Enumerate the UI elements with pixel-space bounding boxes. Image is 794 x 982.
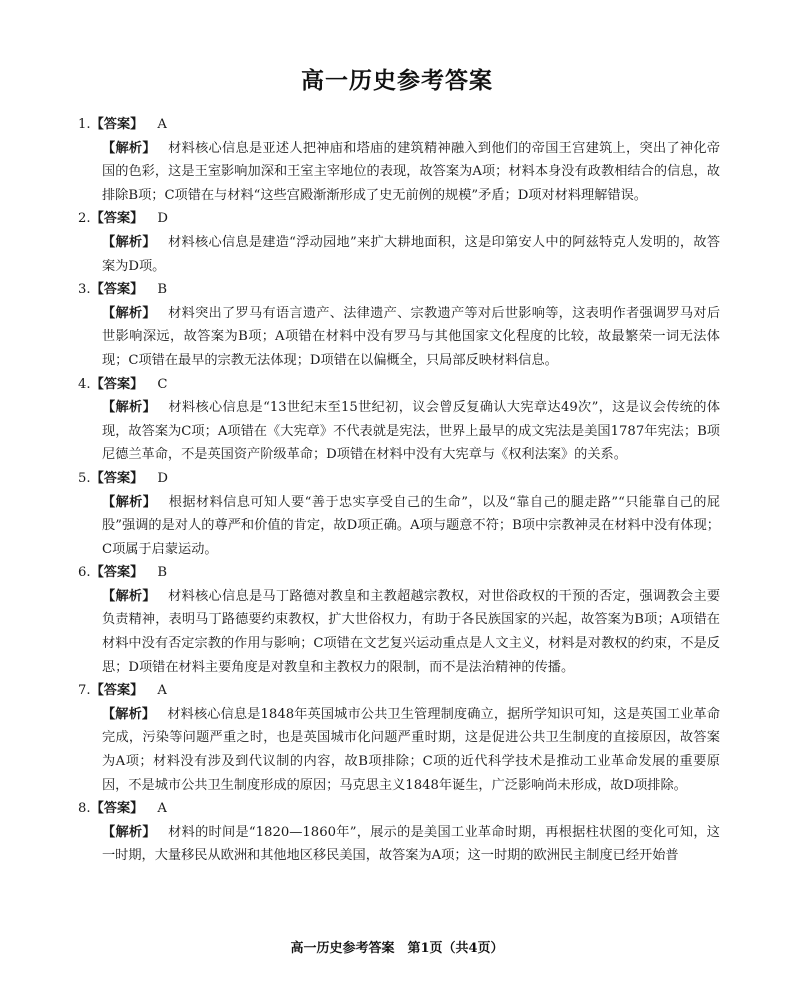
- question-number: 3.: [78, 282, 91, 298]
- answer-tag: 【答案】: [90, 801, 144, 817]
- analysis-tag: 【解析】: [102, 706, 156, 722]
- answer-line: [78, 797, 720, 821]
- question-2: [78, 207, 720, 278]
- answer-line: [78, 561, 720, 585]
- page-title: 高一历史参考答案: [301, 67, 493, 94]
- analysis-text: 材料核心信息是建造“浮动园地”来扩大耕地面积，这是印第安人中的阿兹特克人发明的，故答案为D项。: [102, 234, 721, 274]
- answer-line: [78, 373, 720, 397]
- page-footer: 高一历史参考答案 第1页（共4页）: [290, 941, 504, 956]
- analysis-paragraph: [78, 585, 720, 679]
- answer-tag: 【答案】: [90, 117, 144, 132]
- question-number: 4.: [78, 376, 91, 392]
- analysis-text: 材料突出了罗马有语言遗产、法律遗产、宗教遗产等对后世影响等，这表明作者强调罗马对后世影响深远，故答案为B项；A项错在材料中没有罗马与其他国家文化程度的比较，故最繁荣一词无法体现；C项错在最早的宗教无法体现；D项错在以偏概全，只局部反映材料信息。: [102, 305, 721, 368]
- answer-letter: A: [157, 117, 167, 132]
- analysis-paragraph: [78, 137, 720, 208]
- question-1: [78, 113, 720, 207]
- question-number: 7.: [78, 683, 91, 699]
- answer-tag: 【答案】: [90, 683, 144, 699]
- analysis-tag: 【解析】: [102, 588, 156, 604]
- answer-letter: B: [157, 565, 168, 581]
- analysis-tag: 【解析】: [102, 140, 156, 156]
- analysis-paragraph: [78, 703, 720, 797]
- analysis-paragraph: [78, 302, 720, 373]
- question-number: 6.: [78, 565, 91, 581]
- answer-letter: A: [157, 801, 167, 817]
- question-number: 5.: [78, 470, 91, 486]
- question-8: [78, 797, 720, 868]
- answer-line: [78, 207, 720, 231]
- analysis-tag: 【解析】: [102, 824, 156, 840]
- answer-line: [78, 113, 720, 137]
- question-number: 8.: [78, 801, 91, 817]
- answer-letter: D: [157, 211, 168, 227]
- answer-letter: A: [157, 683, 167, 699]
- analysis-paragraph: [78, 231, 720, 278]
- analysis-tag: 【解析】: [102, 305, 156, 321]
- analysis-tag: 【解析】: [102, 234, 156, 250]
- analysis-paragraph: [78, 821, 720, 868]
- answer-tag: 【答案】: [90, 565, 144, 581]
- question-number: 2.: [78, 211, 91, 227]
- analysis-text: 材料核心信息是1848年英国城市公共卫生管理制度确立，据所学知识可知，这是英国工业革命完成，污染等问题严重之时，也是英国城市化问题严重时期，这是促进公共卫生制度的直接原因，故答案为A项；材料没有涉及到代议制的内容，故B项排除；C项的近代科学技术是推动工业革命发展的重要原因，不是城市公共卫生制度形成的原因；马克思主义1848年诞生，广泛影响尚未形成，故D项排除。: [102, 706, 721, 793]
- answer-letter: C: [157, 376, 168, 392]
- question-6: [78, 561, 720, 679]
- answer-line: [78, 679, 720, 703]
- analysis-text: 根据材料信息可知人要“善于忠实享受自己的生命”，以及“靠自己的腿走路”“只能靠自己的屁股”强调的是对人的尊严和价值的肯定，故D项正确。A项与题意不符；B项中宗教神灵在材料中没有体现；C项属于启蒙运动。: [102, 494, 720, 557]
- question-5: [78, 467, 720, 561]
- answer-line: [78, 467, 720, 491]
- analysis-paragraph: [78, 396, 720, 467]
- question-3: [78, 278, 720, 372]
- answer-tag: 【答案】: [90, 470, 144, 486]
- analysis-text: 材料核心信息是“13世纪末至15世纪初，议会曾反复确认大宪章达49次”，这是议会传统的体现，故答案为C项；A项错在《大宪章》不代表就是宪法，世界上最早的成文宪法是美国1787年宪法；B项尼德兰革命，不是英国资产阶级革命；D项错在材料中没有大宪章与《权利法案》的关系。: [102, 400, 721, 463]
- answer-tag: 【答案】: [90, 282, 144, 298]
- answer-tag: 【答案】: [90, 211, 144, 227]
- analysis-text: 材料核心信息是马丁路德对教皇和主教超越宗教权，对世俗政权的干预的否定，强调教会主要负责精神，表明马丁路德要约束教权，扩大世俗权力，有助于各民族国家的兴起，故答案为B项；A项错在材料中没有否定宗教的作用与影响；C项错在文艺复兴运动重点是人文主义，材料是对教权的约束，不是反思；D项错在材料主要角度是对教皇和主教权力的限制，而不是法治精神的传播。: [102, 588, 721, 675]
- answer-letter: B: [157, 282, 168, 298]
- analysis-text: 材料核心信息是亚述人把神庙和塔庙的建筑精神融入到他们的帝国王宫建筑上，突出了神化帝国的色彩，这是王室影响加深和王室主宰地位的表现，故答案为A项；材料本身没有政教相结合的信息，故排除B项；C项错在与材料“这些宫殿渐渐形成了史无前例的规模”矛盾；D项对材料理解错误。: [102, 140, 721, 203]
- question-number: 1.: [78, 117, 91, 132]
- answer-list: [78, 113, 720, 868]
- answer-letter: D: [157, 470, 168, 486]
- question-7: [78, 679, 720, 797]
- answer-line: [78, 278, 720, 302]
- analysis-paragraph: [78, 491, 720, 562]
- question-4: [78, 373, 720, 467]
- analysis-tag: 【解析】: [102, 400, 157, 416]
- analysis-tag: 【解析】: [102, 494, 157, 510]
- analysis-text: 材料的时间是“1820—1860年”，展示的是美国工业革命时期，再根据柱状图的变化可知，这一时期，大量移民从欧洲和其他地区移民美国，故答案为A项；这一时期的欧洲民主制度已经开始普: [102, 824, 720, 864]
- answer-tag: 【答案】: [90, 376, 144, 392]
